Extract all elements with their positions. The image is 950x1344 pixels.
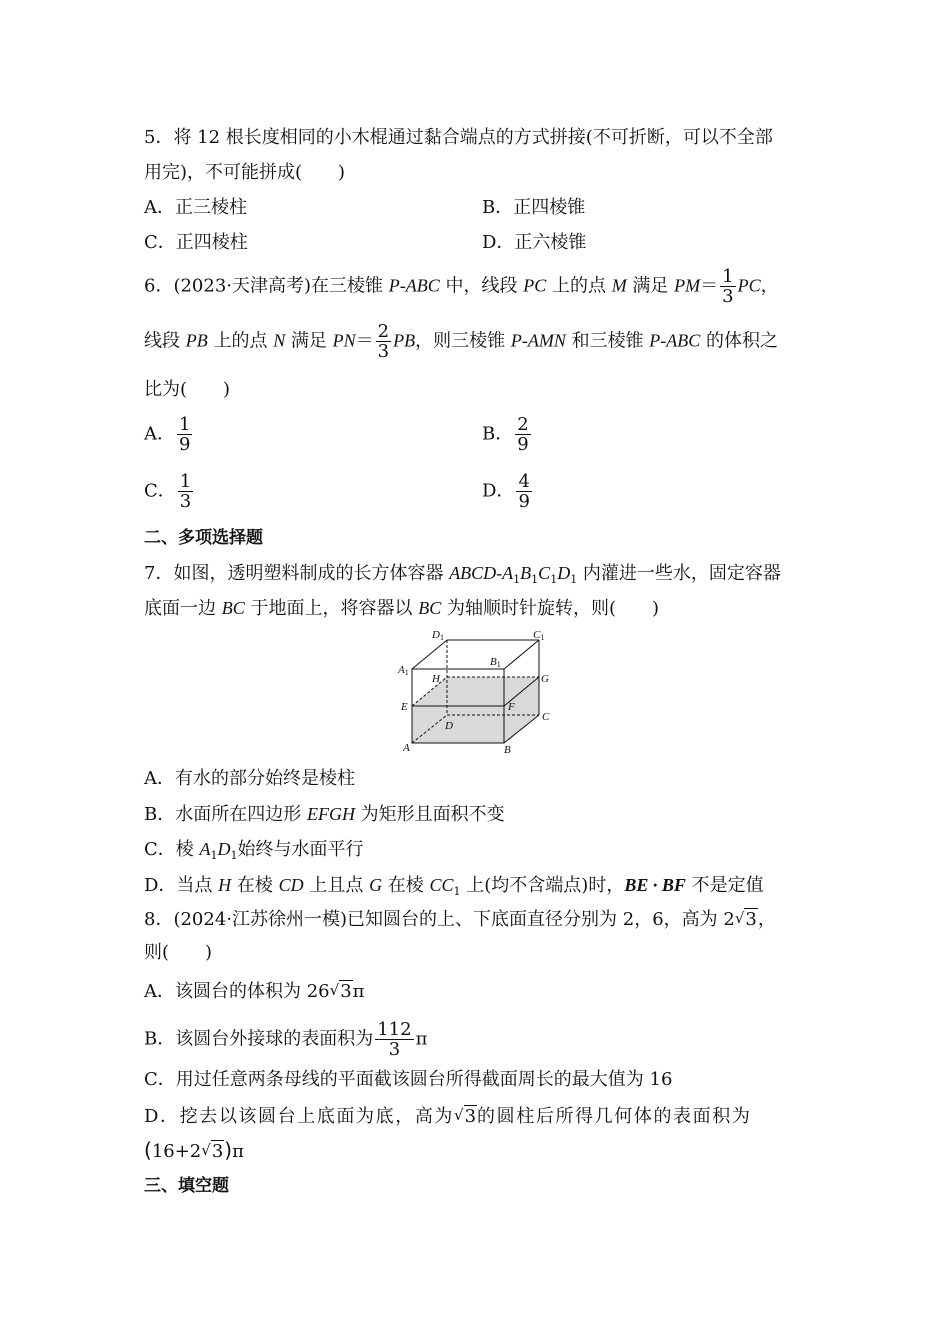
q7-text: 不是定值: [685, 875, 764, 896]
q7-bc: BC: [418, 598, 442, 618]
q6-eq: ＝: [700, 275, 719, 297]
fraction-numerator: 1: [179, 471, 192, 492]
q8-year: 8．(2024: [144, 909, 227, 930]
q6-source: 天津高考: [232, 275, 305, 297]
option-fraction: [516, 472, 531, 511]
q7-c: C: [538, 563, 551, 583]
q8-text: B．该圆台外接球的表面积为: [144, 1028, 374, 1050]
q6-n: N: [273, 330, 286, 351]
q7-option-b: [144, 802, 505, 827]
fraction-numerator: 2: [517, 414, 529, 435]
q7-text: 在棱: [231, 875, 279, 896]
q6-line-2: [144, 322, 778, 361]
sqrt-3: √3: [454, 1106, 477, 1127]
label-g: G: [541, 673, 549, 685]
q7-text: 上(均不含端点)时，: [460, 875, 625, 896]
subscript: 1: [550, 573, 558, 586]
pi-symbol: π: [232, 1141, 244, 1162]
q7-text: 始终与水面平行: [237, 839, 364, 860]
q7-line-1: [144, 561, 781, 592]
q6-fraction-1: [720, 267, 735, 306]
subscript: 1: [230, 849, 238, 862]
q6-year: 6．(2023: [144, 275, 227, 297]
option-label: C．: [144, 480, 176, 502]
fraction-denominator: 3: [377, 341, 390, 362]
q6-pb: PB: [185, 330, 208, 351]
q6-dot: ·: [226, 275, 233, 297]
label-f: F: [508, 701, 515, 713]
q6-pc: PC: [737, 275, 761, 296]
q7-text: 为矩形且面积不变: [354, 804, 505, 825]
q7-a: A: [199, 839, 211, 859]
q8-option-c: C．用过任意两条母线的平面截该圆台所得截面周长的最大值为 16: [144, 1069, 673, 1090]
q7-text: C．棱: [144, 839, 200, 860]
q8-line-1: [144, 906, 776, 932]
q6-pabc: P-ABC: [649, 330, 701, 351]
fraction-numerator: 2: [377, 321, 390, 342]
pi-symbol: π: [352, 981, 365, 1002]
q6-text: 上的点: [207, 330, 274, 352]
q8-text: 16+2: [151, 1141, 202, 1162]
q7-abcd: ABCD-A: [449, 563, 514, 583]
option-fraction: [178, 472, 193, 511]
q7-b: B: [520, 563, 532, 583]
q8-text: )已知圆台的上、下底面直径分别为 2，6，高为 2: [340, 909, 735, 930]
q8-option-a: [144, 978, 364, 1004]
q7-cd: CD: [278, 875, 304, 895]
label-b: B: [504, 744, 511, 756]
q6-text: 和三棱锥: [565, 330, 650, 352]
q6-pb: PB: [393, 330, 416, 351]
q6-text: 上的点: [546, 275, 612, 297]
cuboid-figure: [390, 624, 560, 756]
section-heading-3: 三、填空题: [144, 1176, 229, 1196]
label-c: C: [542, 711, 550, 723]
q8-text: D．挖去以该圆台上底面为底，高为: [144, 1106, 455, 1127]
fraction-denominator: 9: [518, 491, 530, 512]
q6-option-c: [144, 472, 195, 511]
q7-option-d: [144, 873, 764, 904]
q6-option-b: [482, 415, 533, 454]
radicand: 3: [340, 981, 352, 1002]
q5-option-c: C．正四棱柱: [144, 232, 248, 253]
q6-option-a: [144, 415, 194, 454]
fraction-denominator: 3: [179, 491, 192, 512]
q6-pn: PN: [332, 330, 356, 351]
q7-text: 7．如图，透明塑料制成的长方体容器: [144, 563, 450, 584]
radicand: 3: [464, 1106, 477, 1127]
label-d: D: [445, 720, 453, 732]
q8-option-d-line-1: [144, 1103, 751, 1129]
q7-be-bf: BE · BF: [624, 875, 686, 895]
label-c1: C1: [533, 629, 545, 642]
q5-option-d: D．正六棱锥: [482, 232, 587, 253]
q6-pabc: P-ABC: [388, 275, 440, 296]
pi-symbol: π: [415, 1028, 428, 1050]
q7-text: 底面一边: [144, 598, 222, 619]
q7-option-a: A．有水的部分始终是棱柱: [144, 768, 355, 789]
q6-line-3: 比为( ): [144, 379, 231, 400]
q6-eq: ＝: [355, 330, 374, 352]
sqrt-3: √3: [734, 909, 757, 930]
q6-option-d: [482, 472, 534, 511]
q6-text: 满足: [626, 275, 675, 297]
option-fraction: [515, 415, 530, 454]
subscript: 1: [570, 573, 578, 586]
edge-b1c1: [504, 640, 539, 669]
q7-d: D: [217, 839, 231, 859]
water-front-face: [412, 706, 504, 743]
subscript: 1: [210, 849, 218, 862]
q8-source: 江苏徐州一模: [232, 909, 341, 930]
q7-text: 上且点: [303, 875, 370, 896]
q7-d: D: [557, 563, 571, 583]
q7-text: B．水面所在四边形: [144, 804, 307, 825]
q7-text: 在棱: [382, 875, 430, 896]
q7-cc: CC: [429, 875, 454, 895]
subscript: 1: [531, 573, 539, 586]
q8-text: ，: [757, 909, 776, 930]
q5-line-2: 用完)，不可能拼成( ): [144, 162, 346, 183]
radicand: 3: [211, 1141, 224, 1162]
q7-text: 内灌进一些水，固定容器: [577, 563, 781, 584]
q6-pc: PC: [523, 275, 547, 296]
fraction-denominator: 9: [517, 434, 529, 455]
label-e: E: [401, 701, 408, 713]
q7-g: G: [369, 875, 383, 895]
option-label: B．: [482, 423, 514, 445]
q7-h: H: [218, 875, 232, 895]
q6-line-1: [144, 267, 779, 306]
sqrt-3: √3: [201, 1141, 224, 1162]
fraction-numerator: 112: [377, 1019, 412, 1040]
q6-fraction-2: [376, 322, 391, 361]
q8-text: 的圆柱后所得几何体的表面积为: [477, 1106, 752, 1127]
option-fraction: [177, 415, 192, 454]
q8-text: A．该圆台的体积为 26: [144, 981, 330, 1002]
q7-text: 于地面上，将容器以: [244, 598, 419, 619]
q5-option-b: B．正四棱锥: [482, 197, 586, 218]
q6-text: ，则三棱锥: [415, 330, 511, 352]
q6-m: M: [611, 275, 627, 296]
option-label: A．: [144, 423, 175, 445]
subscript: 1: [453, 885, 461, 898]
section-heading-2: 二、多项选择题: [144, 528, 263, 548]
fraction-denominator: 9: [179, 434, 191, 455]
option-label: D．: [482, 480, 515, 502]
fraction-numerator: 1: [722, 266, 734, 287]
q6-comma: ，: [760, 275, 779, 297]
q6-text: 的体积之: [700, 330, 779, 352]
q7-text: D．当点: [144, 875, 219, 896]
fraction-denominator: 3: [722, 286, 734, 307]
q8-option-b: [144, 1020, 427, 1059]
q8-dot: ·: [226, 909, 233, 930]
q5-line-1: 5．将 12 根长度相同的小木棍通过黏合端点的方式拼接(不可折断，可以不全部: [144, 127, 773, 148]
q7-option-c: [144, 837, 364, 868]
fraction-denominator: 3: [388, 1039, 401, 1060]
q8-line-2: 则( ): [144, 942, 213, 963]
label-h: H: [432, 673, 440, 685]
q8-option-d-line-2: (16+2√3)π: [144, 1138, 244, 1162]
edge-a1d1: [412, 640, 447, 669]
label-b1: B1: [490, 656, 501, 669]
subscript: 1: [513, 573, 521, 586]
q7-text: 为轴顺时针旋转，则( ): [441, 598, 659, 619]
q6-pm: PM: [674, 275, 701, 296]
label-a: A: [403, 742, 410, 754]
q6-pamn: P-AMN: [510, 330, 566, 351]
q7-bc: BC: [221, 598, 245, 618]
q6-text: 线段: [144, 330, 186, 352]
q6-text: 满足: [285, 330, 333, 352]
q7-line-2: [144, 596, 659, 621]
fraction-numerator: 4: [518, 471, 530, 492]
q6-text: )在三棱锥: [304, 275, 389, 297]
q7-efgh: EFGH: [306, 804, 355, 824]
radicand: 3: [745, 909, 757, 930]
q5-option-a: A．正三棱柱: [144, 197, 247, 218]
sqrt-3: √3: [329, 981, 352, 1002]
label-a1: A1: [398, 664, 409, 677]
q8-fraction: [375, 1020, 413, 1059]
fraction-numerator: 1: [179, 414, 191, 435]
label-d1: D1: [432, 629, 444, 642]
q6-text: 中，线段: [439, 275, 524, 297]
